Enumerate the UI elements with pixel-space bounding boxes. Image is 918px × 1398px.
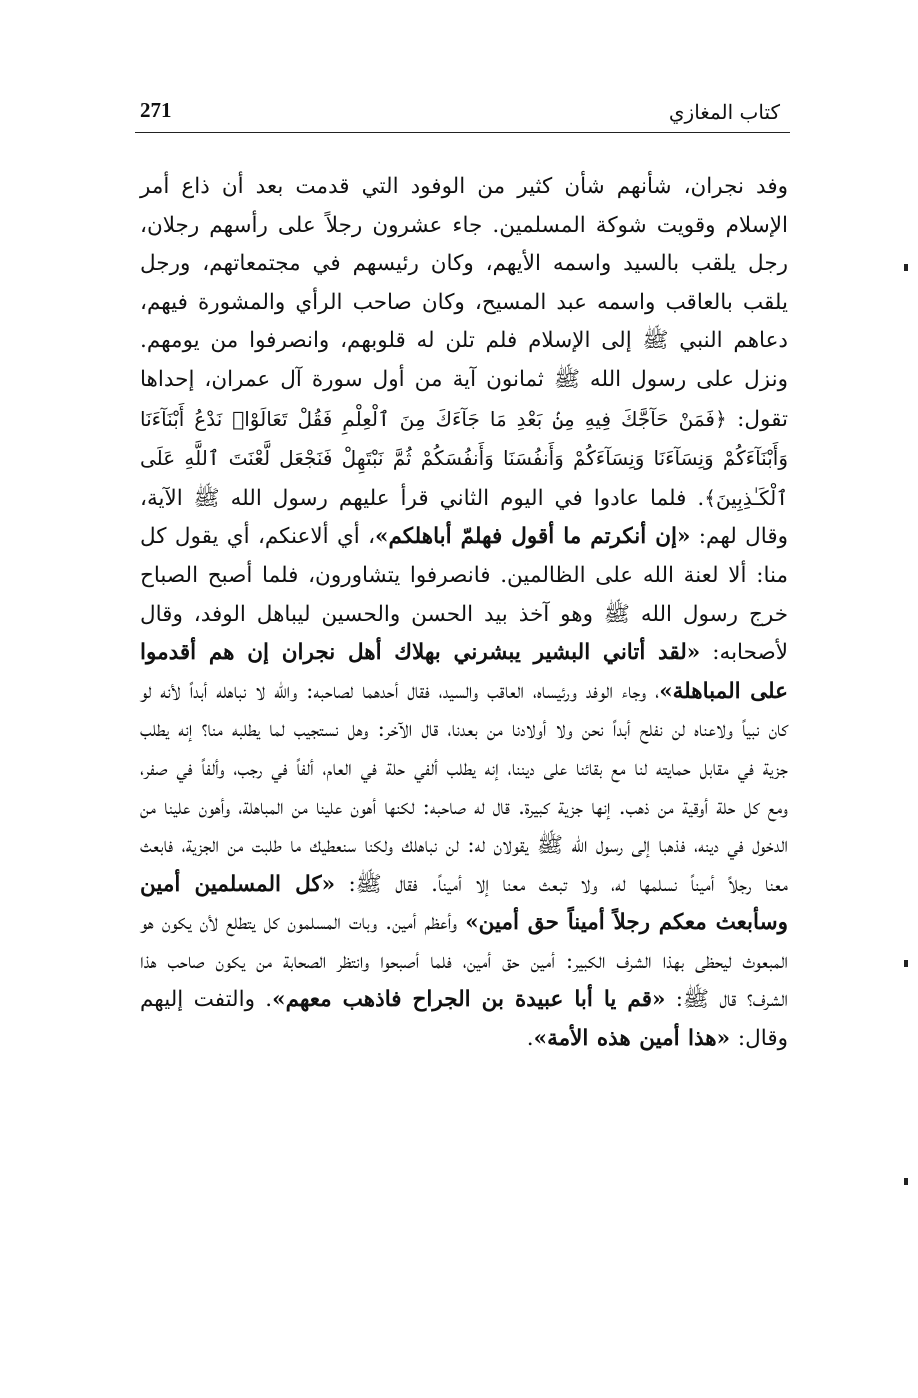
margin-mark: [904, 960, 908, 967]
text-segment: . والتفت إليهم وقال:: [140, 987, 788, 1052]
margin-mark: [904, 264, 908, 271]
body-text: [140, 168, 788, 1059]
hadith-quote: «إن أنكرتم ما أقول فهلمّ أباهلكم»: [375, 524, 691, 550]
text-segment: وفد نجران، شأنهم شأن كثير من الوفود التي قدمت بعد أن ذاع أمر الإسلام وقويت شوكة المسلمين. جاء عشرون رجلاً على رأسهم رجلان، رجل يلقب بالسيد واسمه الأيهم، وكان رئيسهم في مجتمعاتهم، ورجل يلقب بالعاقب واسمه عبد المسيح، وكان صاحب الرأي والمشورة فيهم، دعاهم النبي ﷺ إلى الإسلام فلم تلن له قلوبهم، وانصرفوا من يومهم. ونزل على رسول الله ﷺ ثمانون آية من أول سورة آل عمران، إحداها تقول:: [140, 174, 788, 432]
hadith-quote: «لقد أتاني البشير يبشرني بهلاك أهل نجران إن هم أقدموا على المباهلة»: [140, 640, 789, 704]
text-segment: ، أي ألاعنكم، أي يقول كل منا: ألا لعنة الله على الظالمين. فانصرفوا يتشاورون، فلما أصبح الصباح خرج رسول الله ﷺ وهو آخذ بيد الحسن والحسين ليباهل الوفد، وقال لأصحابه:: [140, 524, 788, 666]
hadith-quote: «قم يا أبا عبيدة بن الجراح فاذهب معهم»: [272, 987, 666, 1013]
paragraph: [140, 168, 788, 1059]
header-rule: [135, 132, 790, 133]
text-segment: .: [526, 1026, 534, 1052]
text-segment: وأعظم أمين. وبات المسلمون كل يتطلع لأن يكون هو المبعوث ليحظى بهذا الشرف الكبير: أمين حق أمين، فلما أصبحوا وانتظر الصحابة من يكون صاحب هذا الشرف؟ قال ﷺ:: [140, 910, 788, 1013]
text-segment: ، وجاء الوفد ورئيساه، العاقب والسيد، فقال أحدهما لصاحبه: والله لا نباهله أبداً لأنه لو كان نبياً ولاعناه لن نفلح أبداً نحن ولا أولادنا من بعدنا، قال الآخر: وهل نستجيب لما يطلبه منا؟ إنه يطلب جزية في مقابل حمايته لنا مع بقائنا على ديننا، إنه يطلب ألفي حلة في العام، ألفاً في رجب، وألفاً في صفر، ومع كل حلة أوقية من ذهب. إنها جزية كبيرة. قال له صاحبه: لكنها أهون علينا من المباهلة، وأهون علينا من الدخول في دينه، فذهبا إلى رسول الله ﷺ يقولان له: لن نباهلك ولكنا سنعطيك ما طلبت من الجزية، فابعث معنا رجلاً أميناً نسلمها له، ولا تبعث معنا إلا أميناً. فقال ﷺ:: [140, 678, 788, 897]
margin-mark: [904, 1178, 908, 1185]
running-title: كتاب المغازي: [668, 100, 780, 124]
text-segment: . فلما عادوا في اليوم الثاني قرأ عليهم رسول الله ﷺ الآية، وقال لهم:: [140, 485, 788, 550]
hadith-quote: «هذا أمين هذه الأمة»: [533, 1026, 731, 1052]
page-number: 271: [140, 98, 172, 122]
page-header: [140, 98, 780, 132]
hadith-quote: «كل المسلمين أمين وسأبعث معكم رجلاً أميناً حق أمين»: [140, 871, 788, 936]
quran-verse: ﴿فَمَنْ حَآجَّكَ فِيهِ مِنۢ بَعْدِ مَا جَآءَكَ مِنَ ٱلْعِلْمِ فَقُلْ تَعَالَوْا۟ نَدْعُ أَبْنَآءَنَا وَأَبْنَآءَكُمْ وَنِسَآءَنَا وَنِسَآءَكُمْ وَأَنفُسَنَا وَأَنفُسَكُمْ ثُمَّ نَبْتَهِلْ فَنَجْعَل لَّعْنَتَ ٱللَّهِ عَلَى ٱلْكَـٰذِبِينَ﴾: [140, 406, 788, 510]
